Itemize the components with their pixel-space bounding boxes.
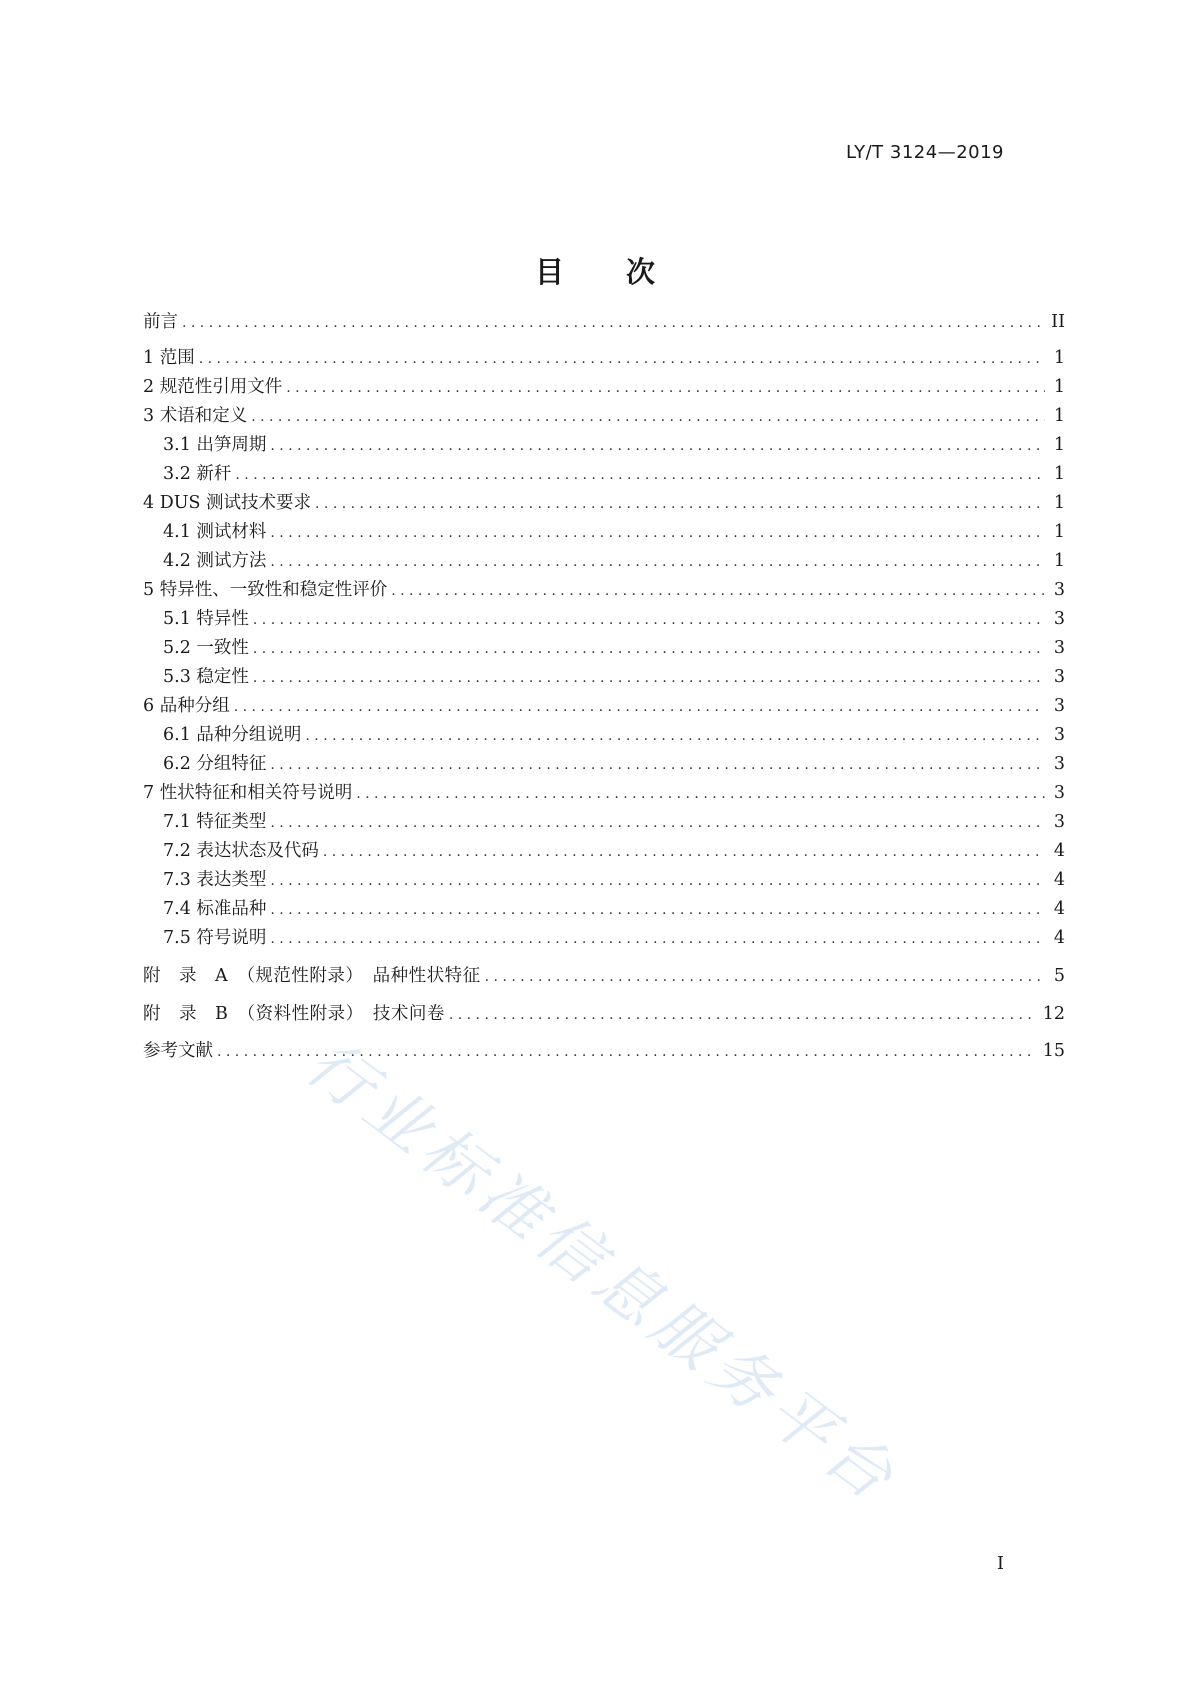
- toc-entry-7-2[interactable]: [143, 839, 1065, 863]
- toc-entry-page: 3: [1053, 609, 1065, 629]
- toc-entry-page: 1: [1053, 435, 1065, 455]
- toc-entry-page: 1: [1053, 522, 1065, 542]
- page-title: 目 次: [534, 255, 682, 289]
- dot-leader: [270, 550, 1045, 574]
- dot-leader: [270, 753, 1045, 777]
- toc-entry-label: 7.4 标准品种: [163, 899, 267, 919]
- dot-leader: [356, 782, 1045, 806]
- dot-leader: [305, 724, 1045, 748]
- toc-entry-page: 3: [1053, 667, 1065, 687]
- dot-leader: [253, 637, 1045, 661]
- toc-entry-page: 3: [1053, 783, 1065, 803]
- dot-leader: [235, 463, 1045, 487]
- toc-entry-page: 3: [1053, 812, 1065, 832]
- dot-leader: [315, 492, 1045, 516]
- toc-entry-annex-b[interactable]: [143, 1002, 1065, 1026]
- dot-leader: [270, 434, 1045, 458]
- toc-entry-label: 7 性状特征和相关符号说明: [143, 783, 353, 803]
- dot-leader: [323, 840, 1045, 864]
- toc-entry-page: 1: [1053, 464, 1065, 484]
- toc-entry-label: 4.1 测试材料: [163, 522, 267, 542]
- toc-entry-7-3[interactable]: [143, 868, 1065, 892]
- toc-entry-page: 3: [1053, 638, 1065, 658]
- toc-entry-normative-references[interactable]: [143, 375, 1065, 399]
- dot-leader: [391, 579, 1045, 603]
- dot-leader: [270, 811, 1045, 835]
- toc-entry-6-1[interactable]: [143, 723, 1065, 747]
- toc-entry-label: 7.1 特征类型: [163, 812, 267, 832]
- toc-entry-page: 5: [1053, 966, 1065, 986]
- toc-entry-5-3[interactable]: [143, 665, 1065, 689]
- toc-entry-label: 7.2 表达状态及代码: [163, 841, 319, 861]
- toc-entry-label: 4 DUS 测试技术要求: [143, 493, 312, 513]
- toc-entry-label: 5.2 一致性: [163, 638, 249, 658]
- toc-entry-label: 7.5 符号说明: [163, 928, 267, 948]
- toc-entry-page: 15: [1042, 1041, 1065, 1061]
- toc-entry-page: 3: [1053, 725, 1065, 745]
- dot-leader: [253, 608, 1045, 632]
- dot-leader: [270, 898, 1045, 922]
- toc-entry-page: 1: [1053, 406, 1065, 426]
- toc-entry-foreword[interactable]: [143, 310, 1065, 334]
- toc-entry-page: 12: [1042, 1004, 1065, 1024]
- dot-leader: [217, 1040, 1037, 1064]
- toc-entry-page: 1: [1053, 377, 1065, 397]
- dot-leader: [270, 521, 1045, 545]
- toc-entry-label: 6.1 品种分组说明: [163, 725, 302, 745]
- toc-entry-evaluation[interactable]: [143, 578, 1065, 602]
- toc-entry-page: 3: [1053, 696, 1065, 716]
- toc-entry-7-5[interactable]: [143, 926, 1065, 950]
- dot-leader: [270, 869, 1045, 893]
- toc-entry-label: 5.3 稳定性: [163, 667, 249, 687]
- toc-entry-annex-a[interactable]: [143, 964, 1065, 988]
- toc-entry-5-2[interactable]: [143, 636, 1065, 660]
- toc-entry-page: II: [1051, 312, 1065, 332]
- toc-entry-page: 1: [1053, 493, 1065, 513]
- dot-leader: [199, 347, 1045, 371]
- toc-entry-grouping[interactable]: [143, 694, 1065, 718]
- toc-entry-page: 4: [1053, 841, 1065, 861]
- toc-entry-page: 3: [1053, 580, 1065, 600]
- toc-entry-label: 前言: [143, 312, 178, 332]
- toc-entry-page: 4: [1053, 870, 1065, 890]
- toc-entry-label: 参考文献: [143, 1041, 213, 1061]
- toc-entry-6-2[interactable]: [143, 752, 1065, 776]
- page-number: I: [996, 1553, 1004, 1574]
- toc-entry-label: 附 录 B （资料性附录） 技术问卷: [143, 1004, 445, 1024]
- dot-leader: [270, 927, 1045, 951]
- toc-entry-page: 3: [1053, 754, 1065, 774]
- toc-entry-4-1[interactable]: [143, 520, 1065, 544]
- toc-entry-page: 4: [1053, 928, 1065, 948]
- dot-leader: [182, 311, 1045, 335]
- toc-entry-label: 6 品种分组: [143, 696, 230, 716]
- toc-entry-3-1[interactable]: [143, 433, 1065, 457]
- toc-entry-label: 5 特异性、一致性和稳定性评价: [143, 580, 388, 600]
- toc-entry-label: 2 规范性引用文件: [143, 377, 283, 397]
- dot-leader: [286, 376, 1045, 400]
- dot-leader: [253, 666, 1045, 690]
- toc-entry-label: 5.1 特异性: [163, 609, 249, 629]
- toc-entry-page: 1: [1053, 551, 1065, 571]
- toc-entry-5-1[interactable]: [143, 607, 1065, 631]
- dot-leader: [449, 1003, 1037, 1027]
- dot-leader: [485, 965, 1045, 989]
- toc-entry-7-1[interactable]: [143, 810, 1065, 834]
- toc-entry-dus-requirements[interactable]: [143, 491, 1065, 515]
- standard-number: LY/T 3124—2019: [845, 142, 1004, 163]
- dot-leader: [251, 405, 1045, 429]
- toc-entry-scope[interactable]: [143, 346, 1065, 370]
- toc-entry-terms[interactable]: [143, 404, 1065, 428]
- toc-entry-label: 3.1 出笋周期: [163, 435, 267, 455]
- toc-entry-label: 4.2 测试方法: [163, 551, 267, 571]
- toc-entry-label: 3 术语和定义: [143, 406, 248, 426]
- toc-entry-bibliography[interactable]: [143, 1039, 1065, 1063]
- dot-leader: [234, 695, 1045, 719]
- toc-entry-label: 3.2 新秆: [163, 464, 232, 484]
- toc-entry-page: 4: [1053, 899, 1065, 919]
- toc-entry-label: 6.2 分组特征: [163, 754, 267, 774]
- watermark-text: 行业标准信息服务平台: [292, 1026, 912, 1519]
- toc-entry-page: 1: [1053, 348, 1065, 368]
- toc-entry-7-4[interactable]: [143, 897, 1065, 921]
- toc-entry-characteristics[interactable]: [143, 781, 1065, 805]
- toc-entry-label: 附 录 A （规范性附录） 品种性状特征: [143, 966, 481, 986]
- toc-entry-3-2[interactable]: [143, 462, 1065, 486]
- toc-entry-4-2[interactable]: [143, 549, 1065, 573]
- toc-entry-label: 7.3 表达类型: [163, 870, 267, 890]
- toc-entry-label: 1 范围: [143, 348, 195, 368]
